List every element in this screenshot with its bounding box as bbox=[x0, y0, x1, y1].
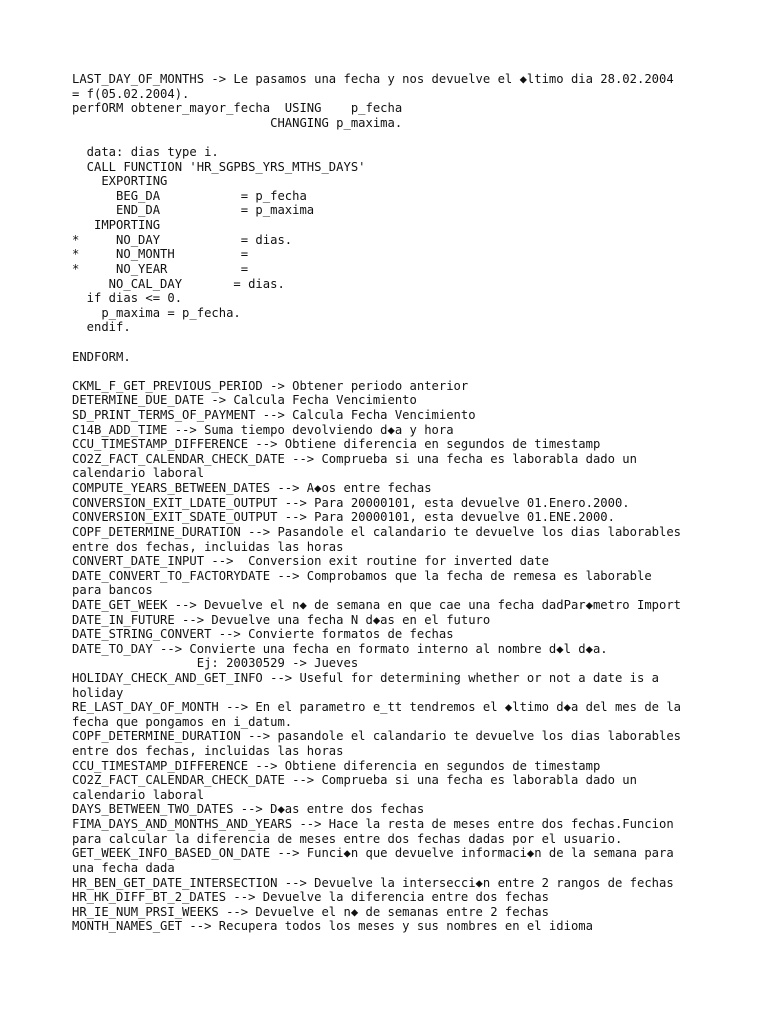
text-line: CO2Z_FACT_CALENDAR_CHECK_DATE --> Comprueba si una fecha es laborabla dado un bbox=[72, 451, 637, 466]
text-line: CO2Z_FACT_CALENDAR_CHECK_DATE --> Comprueba si una fecha es laborabla dado un bbox=[72, 773, 637, 788]
text-line: COMPUTE_YEARS_BETWEEN_DATES --> A◆os entre fechas bbox=[72, 481, 432, 496]
text-line: EXPORTING bbox=[72, 174, 168, 189]
text-line: * NO_DAY = dias. bbox=[72, 232, 293, 247]
text-line: HR_HK_DIFF_BT_2_DATES --> Devuelve la diferencia entre dos fechas bbox=[72, 890, 549, 905]
text-line: * NO_MONTH = bbox=[72, 247, 249, 262]
text-line: DATE_STRING_CONVERT --> Convierte formatos de fechas bbox=[72, 627, 454, 642]
text-line: calendario laboral bbox=[72, 466, 205, 481]
document-body bbox=[72, 72, 702, 934]
text-line: DATE_CONVERT_TO_FACTORYDATE --> Comprobamos que la fecha de remesa es laborable bbox=[72, 568, 652, 583]
text-line bbox=[72, 364, 702, 379]
text-line: SD_PRINT_TERMS_OF_PAYMENT --> Calcula Fecha Vencimiento bbox=[72, 408, 476, 423]
text-line: CALL FUNCTION 'HR_SGPBS_YRS_MTHS_DAYS' bbox=[72, 159, 366, 174]
text-line: fecha que pongamos en i_datum. bbox=[72, 714, 293, 729]
text-line: END_DA = p_maxima bbox=[72, 203, 315, 218]
text-line: perfORM obtener_mayor_fecha USING p_fecha bbox=[72, 101, 403, 116]
text-line: entre dos fechas, incluidas las horas bbox=[72, 539, 344, 554]
text-line: NO_CAL_DAY = dias. bbox=[72, 276, 285, 291]
text-line: una fecha dada bbox=[72, 860, 175, 875]
text-line: para bancos bbox=[72, 583, 153, 598]
text-line: BEG_DA = p_fecha bbox=[72, 188, 307, 203]
text-line: * NO_YEAR = bbox=[72, 261, 249, 276]
text-line: C14B_ADD_TIME --> Suma tiempo devolviendo d◆a y hora bbox=[72, 422, 454, 437]
text-line: FIMA_DAYS_AND_MONTHS_AND_YEARS --> Hace la resta de meses entre dos fechas.Funcion bbox=[72, 817, 674, 832]
text-line: CONVERSION_EXIT_SDATE_OUTPUT --> Para 20000101, esta devuelve 01.ENE.2000. bbox=[72, 510, 615, 525]
text-line: endif. bbox=[72, 320, 131, 335]
text-line: data: dias type i. bbox=[72, 145, 219, 160]
text-line: IMPORTING bbox=[72, 218, 161, 233]
text-line: HR_IE_NUM_PRSI_WEEKS --> Devuelve el n◆ de semanas entre 2 fechas bbox=[72, 904, 549, 919]
text-line: MONTH_NAMES_GET --> Recupera todos los meses y sus nombres en el idioma bbox=[72, 919, 593, 934]
text-line: if dias <= 0. bbox=[72, 291, 183, 306]
text-line: CCU_TIMESTAMP_DIFFERENCE --> Obtiene diferencia en segundos de timestamp bbox=[72, 437, 601, 452]
text-line: CONVERSION_EXIT_LDATE_OUTPUT --> Para 20000101, esta devuelve 01.Enero.2000. bbox=[72, 495, 630, 510]
text-line: DAYS_BETWEEN_TWO_DATES --> D◆as entre dos fechas bbox=[72, 802, 425, 817]
text-line: GET_WEEK_INFO_BASED_ON_DATE --> Funci◆n que devuelve informaci◆n de la semana para bbox=[72, 846, 674, 861]
text-line: COPF_DETERMINE_DURATION --> Pasandole el calandario te devuelve los dias laborables bbox=[72, 524, 682, 539]
text-line: CKML_F_GET_PREVIOUS_PERIOD -> Obtener periodo anterior bbox=[72, 378, 469, 393]
text-line: CHANGING p_maxima. bbox=[72, 115, 403, 130]
text-line: para calcular la diferencia de meses entre dos fechas dadas por el usuario. bbox=[72, 831, 623, 846]
text-line: COPF_DETERMINE_DURATION --> pasandole el calandario te devuelve los dias laborables bbox=[72, 729, 682, 744]
text-line bbox=[72, 130, 702, 145]
text-line: CCU_TIMESTAMP_DIFFERENCE --> Obtiene diferencia en segundos de timestamp bbox=[72, 758, 601, 773]
text-line: ENDFORM. bbox=[72, 349, 131, 364]
text-line: Ej: 20030529 -> Jueves bbox=[72, 656, 359, 671]
text-line: HR_BEN_GET_DATE_INTERSECTION --> Devuelve la intersecci◆n entre 2 rangos de fechas bbox=[72, 875, 674, 890]
text-line: HOLIDAY_CHECK_AND_GET_INFO --> Useful for determining whether or not a date is a bbox=[72, 670, 659, 685]
text-line: DATE_GET_WEEK --> Devuelve el n◆ de semana en que cae una fecha dadPar◆metro Import bbox=[72, 597, 682, 612]
text-line bbox=[72, 335, 702, 350]
text-line: DATE_TO_DAY --> Convierte una fecha en formato interno al nombre d◆l d◆a. bbox=[72, 641, 608, 656]
text-line: CONVERT_DATE_INPUT --> Conversion exit routine for inverted date bbox=[72, 554, 549, 569]
text-line: DETERMINE_DUE_DATE -> Calcula Fecha Vencimiento bbox=[72, 393, 417, 408]
text-line: p_maxima = p_fecha. bbox=[72, 305, 241, 320]
text-line: RE_LAST_DAY_OF_MONTH --> En el parametro e_tt tendremos el ◆ltimo d◆a del mes de la bbox=[72, 700, 682, 715]
text-line: = f(05.02.2004). bbox=[72, 86, 190, 101]
text-line: holiday bbox=[72, 685, 124, 700]
text-line: LAST_DAY_OF_MONTHS -> Le pasamos una fecha y nos devuelve el ◆ltimo dia 28.02.2004 bbox=[72, 72, 674, 86]
text-line: DATE_IN_FUTURE --> Devuelve una fecha N d◆as en el futuro bbox=[72, 612, 491, 627]
text-line: entre dos fechas, incluidas las horas bbox=[72, 744, 344, 759]
text-line: calendario laboral bbox=[72, 787, 205, 802]
